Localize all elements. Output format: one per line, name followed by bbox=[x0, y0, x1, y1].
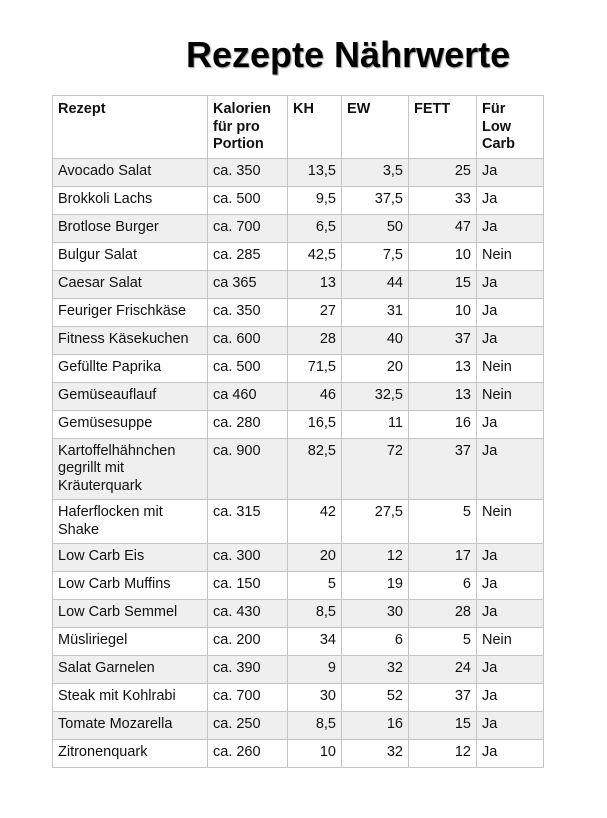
cell-kalorien: ca. 285 bbox=[208, 242, 288, 270]
cell-fett: 17 bbox=[409, 544, 477, 572]
cell-rezept: Steak mit Kohlrabi bbox=[53, 684, 208, 712]
cell-kh: 27 bbox=[288, 298, 342, 326]
cell-rezept: Caesar Salat bbox=[53, 270, 208, 298]
cell-ew: 16 bbox=[342, 712, 409, 740]
cell-kh: 28 bbox=[288, 326, 342, 354]
cell-fett: 24 bbox=[409, 656, 477, 684]
cell-fett: 12 bbox=[409, 740, 477, 768]
cell-rezept: Brotlose Burger bbox=[53, 214, 208, 242]
cell-kh: 6,5 bbox=[288, 214, 342, 242]
cell-rezept: Low Carb Muffins bbox=[53, 572, 208, 600]
cell-kh: 8,5 bbox=[288, 600, 342, 628]
cell-ew: 3,5 bbox=[342, 158, 409, 186]
cell-lowcarb: Ja bbox=[477, 600, 544, 628]
cell-kh: 20 bbox=[288, 544, 342, 572]
cell-lowcarb: Ja bbox=[477, 438, 544, 500]
cell-rezept: Bulgur Salat bbox=[53, 242, 208, 270]
cell-rezept: Zitronenquark bbox=[53, 740, 208, 768]
table-row bbox=[53, 298, 544, 326]
cell-fett: 16 bbox=[409, 410, 477, 438]
table-row bbox=[53, 186, 544, 214]
cell-kh: 16,5 bbox=[288, 410, 342, 438]
cell-kh: 5 bbox=[288, 572, 342, 600]
column-header-kalorien: Kalorien für pro Portion bbox=[208, 96, 288, 159]
cell-fett: 10 bbox=[409, 298, 477, 326]
table-row bbox=[53, 242, 544, 270]
cell-kalorien: ca. 260 bbox=[208, 740, 288, 768]
cell-rezept: Haferflocken mit Shake bbox=[53, 500, 208, 544]
cell-ew: 32 bbox=[342, 656, 409, 684]
cell-rezept: Gemüseauflauf bbox=[53, 382, 208, 410]
cell-lowcarb: Ja bbox=[477, 656, 544, 684]
cell-ew: 27,5 bbox=[342, 500, 409, 544]
table-row bbox=[53, 656, 544, 684]
cell-kh: 13,5 bbox=[288, 158, 342, 186]
cell-kalorien: ca. 390 bbox=[208, 656, 288, 684]
cell-ew: 11 bbox=[342, 410, 409, 438]
cell-kalorien: ca 365 bbox=[208, 270, 288, 298]
cell-ew: 12 bbox=[342, 544, 409, 572]
cell-fett: 15 bbox=[409, 270, 477, 298]
cell-kalorien: ca. 500 bbox=[208, 186, 288, 214]
column-header-rezept: Rezept bbox=[53, 96, 208, 159]
cell-kalorien: ca. 350 bbox=[208, 158, 288, 186]
cell-lowcarb: Ja bbox=[477, 298, 544, 326]
cell-fett: 5 bbox=[409, 628, 477, 656]
table-row bbox=[53, 214, 544, 242]
column-header-kh: KH bbox=[288, 96, 342, 159]
cell-kalorien: ca 460 bbox=[208, 382, 288, 410]
cell-lowcarb: Ja bbox=[477, 270, 544, 298]
table-row bbox=[53, 712, 544, 740]
cell-rezept: Brokkoli Lachs bbox=[53, 186, 208, 214]
cell-kalorien: ca. 500 bbox=[208, 354, 288, 382]
nutrition-table bbox=[52, 95, 544, 768]
cell-rezept: Low Carb Eis bbox=[53, 544, 208, 572]
cell-ew: 44 bbox=[342, 270, 409, 298]
table-row bbox=[53, 382, 544, 410]
cell-lowcarb: Ja bbox=[477, 740, 544, 768]
cell-ew: 50 bbox=[342, 214, 409, 242]
column-header-ew: EW bbox=[342, 96, 409, 159]
cell-kh: 8,5 bbox=[288, 712, 342, 740]
cell-fett: 6 bbox=[409, 572, 477, 600]
cell-lowcarb: Ja bbox=[477, 712, 544, 740]
cell-lowcarb: Ja bbox=[477, 684, 544, 712]
cell-ew: 20 bbox=[342, 354, 409, 382]
cell-kh: 10 bbox=[288, 740, 342, 768]
cell-kalorien: ca. 700 bbox=[208, 214, 288, 242]
cell-kalorien: ca. 700 bbox=[208, 684, 288, 712]
cell-fett: 13 bbox=[409, 354, 477, 382]
table-row bbox=[53, 628, 544, 656]
table-row bbox=[53, 438, 544, 500]
cell-ew: 7,5 bbox=[342, 242, 409, 270]
cell-lowcarb: Nein bbox=[477, 382, 544, 410]
cell-rezept: Salat Garnelen bbox=[53, 656, 208, 684]
cell-lowcarb: Ja bbox=[477, 326, 544, 354]
cell-kh: 34 bbox=[288, 628, 342, 656]
cell-fett: 37 bbox=[409, 438, 477, 500]
cell-ew: 32 bbox=[342, 740, 409, 768]
cell-kalorien: ca. 150 bbox=[208, 572, 288, 600]
cell-ew: 31 bbox=[342, 298, 409, 326]
cell-rezept: Gemüsesuppe bbox=[53, 410, 208, 438]
cell-ew: 6 bbox=[342, 628, 409, 656]
cell-kh: 42,5 bbox=[288, 242, 342, 270]
cell-kh: 30 bbox=[288, 684, 342, 712]
cell-fett: 37 bbox=[409, 684, 477, 712]
cell-kalorien: ca. 350 bbox=[208, 298, 288, 326]
cell-rezept: Gefüllte Paprika bbox=[53, 354, 208, 382]
table-row bbox=[53, 684, 544, 712]
cell-kalorien: ca. 280 bbox=[208, 410, 288, 438]
cell-fett: 33 bbox=[409, 186, 477, 214]
cell-kh: 9,5 bbox=[288, 186, 342, 214]
cell-lowcarb: Ja bbox=[477, 544, 544, 572]
cell-rezept: Low Carb Semmel bbox=[53, 600, 208, 628]
cell-lowcarb: Ja bbox=[477, 572, 544, 600]
cell-fett: 37 bbox=[409, 326, 477, 354]
cell-fett: 15 bbox=[409, 712, 477, 740]
cell-fett: 5 bbox=[409, 500, 477, 544]
cell-kh: 46 bbox=[288, 382, 342, 410]
cell-fett: 13 bbox=[409, 382, 477, 410]
cell-lowcarb: Nein bbox=[477, 500, 544, 544]
cell-lowcarb: Ja bbox=[477, 158, 544, 186]
cell-kh: 42 bbox=[288, 500, 342, 544]
cell-kh: 71,5 bbox=[288, 354, 342, 382]
cell-kalorien: ca. 430 bbox=[208, 600, 288, 628]
cell-kalorien: ca. 600 bbox=[208, 326, 288, 354]
page-title: Rezepte Nährwerte bbox=[186, 34, 511, 75]
cell-lowcarb: Nein bbox=[477, 242, 544, 270]
cell-kalorien: ca. 300 bbox=[208, 544, 288, 572]
cell-fett: 47 bbox=[409, 214, 477, 242]
cell-ew: 37,5 bbox=[342, 186, 409, 214]
cell-rezept: Feuriger Frischkäse bbox=[53, 298, 208, 326]
table-row bbox=[53, 600, 544, 628]
cell-fett: 28 bbox=[409, 600, 477, 628]
column-header-fett: FETT bbox=[409, 96, 477, 159]
cell-ew: 40 bbox=[342, 326, 409, 354]
cell-ew: 52 bbox=[342, 684, 409, 712]
table-row bbox=[53, 500, 544, 544]
cell-ew: 30 bbox=[342, 600, 409, 628]
cell-rezept: Kartoffelhähnchen gegrillt mit Kräuterquark bbox=[53, 438, 208, 500]
table-row bbox=[53, 740, 544, 768]
table-row bbox=[53, 410, 544, 438]
table-row bbox=[53, 544, 544, 572]
cell-ew: 19 bbox=[342, 572, 409, 600]
table-header-row bbox=[53, 96, 544, 159]
table-body bbox=[53, 158, 544, 768]
table-row bbox=[53, 158, 544, 186]
table-row bbox=[53, 270, 544, 298]
cell-fett: 25 bbox=[409, 158, 477, 186]
cell-fett: 10 bbox=[409, 242, 477, 270]
cell-lowcarb: Ja bbox=[477, 214, 544, 242]
cell-kalorien: ca. 250 bbox=[208, 712, 288, 740]
cell-lowcarb: Nein bbox=[477, 354, 544, 382]
cell-rezept: Fitness Käsekuchen bbox=[53, 326, 208, 354]
cell-kalorien: ca. 200 bbox=[208, 628, 288, 656]
table-row bbox=[53, 354, 544, 382]
cell-ew: 72 bbox=[342, 438, 409, 500]
cell-kh: 82,5 bbox=[288, 438, 342, 500]
cell-kh: 9 bbox=[288, 656, 342, 684]
cell-rezept: Avocado Salat bbox=[53, 158, 208, 186]
cell-rezept: Müsliriegel bbox=[53, 628, 208, 656]
cell-rezept: Tomate Mozarella bbox=[53, 712, 208, 740]
cell-ew: 32,5 bbox=[342, 382, 409, 410]
cell-kh: 13 bbox=[288, 270, 342, 298]
cell-kalorien: ca. 900 bbox=[208, 438, 288, 500]
cell-lowcarb: Ja bbox=[477, 410, 544, 438]
cell-lowcarb: Nein bbox=[477, 628, 544, 656]
table-row bbox=[53, 572, 544, 600]
cell-kalorien: ca. 315 bbox=[208, 500, 288, 544]
cell-lowcarb: Ja bbox=[477, 186, 544, 214]
table-row bbox=[53, 326, 544, 354]
column-header-lowcarb: Für Low Carb bbox=[477, 96, 544, 159]
